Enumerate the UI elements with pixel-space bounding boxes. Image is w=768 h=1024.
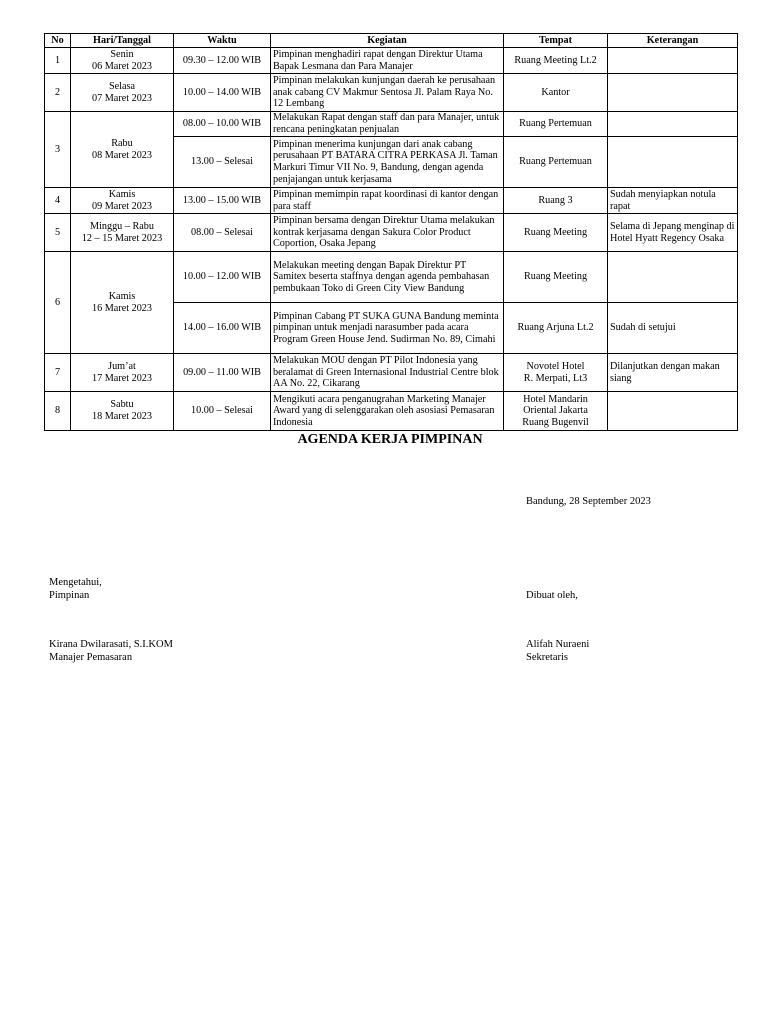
cell-keterangan <box>608 252 738 303</box>
table-header-row <box>45 34 738 48</box>
cell-tempat-line: Hotel Mandarin <box>523 393 588 405</box>
cell-tanggal: 07 Maret 2023 <box>92 92 152 104</box>
table-row <box>45 392 738 431</box>
cell-no: 8 <box>45 392 71 431</box>
table-row <box>45 354 738 392</box>
cell-keterangan: Sudah menyiapkan notula rapat <box>608 188 738 214</box>
header-hari-tanggal: Hari/Tanggal <box>71 34 174 48</box>
cell-hari: Senin <box>110 48 134 60</box>
left-signer-name: Kirana Dwilarasati, S.I.KOM <box>49 639 173 650</box>
cell-no: 2 <box>45 74 71 112</box>
cell-hari-tanggal <box>71 392 174 431</box>
cell-tanggal: 06 Maret 2023 <box>92 60 152 72</box>
right-signer <box>526 638 589 664</box>
cell-waktu: 08.00 – Selesai <box>174 214 271 252</box>
cell-tempat: Ruang Arjuna Lt.2 <box>504 303 608 354</box>
cell-hari-tanggal <box>71 354 174 392</box>
left-signer <box>49 638 173 664</box>
cell-kegiatan: Melakukan Rapat dengan staff dan para Manajer, untuk rencana peningkatan penjualan <box>271 112 504 137</box>
cell-kegiatan: Pimpinan memimpin rapat koordinasi di kantor dengan para staff <box>271 188 504 214</box>
cell-hari: Selasa <box>108 80 136 92</box>
cell-tanggal: 12 – 15 Maret 2023 <box>81 232 163 244</box>
document-title: AGENDA KERJA PIMPINAN <box>297 432 483 447</box>
cell-tanggal: 18 Maret 2023 <box>92 411 152 422</box>
cell-waktu: 09.00 – 11.00 WIB <box>174 354 271 392</box>
cell-waktu: 09.30 – 12.00 WIB <box>174 48 271 74</box>
cell-tempat: Kantor <box>504 74 608 112</box>
cell-keterangan: Selama di Jepang menginap di Hotel Hyatt Regency Osaka <box>608 214 738 252</box>
right-signer-position: Sekretaris <box>526 652 568 663</box>
table-row <box>45 112 738 137</box>
cell-hari: Minggu – Rabu <box>90 220 154 232</box>
header-waktu: Waktu <box>174 34 271 48</box>
acknowledged-role: Pimpinan <box>49 590 90 601</box>
cell-keterangan: Sudah di setujui <box>608 303 738 354</box>
cell-no: 7 <box>45 354 71 392</box>
header-kegiatan: Kegiatan <box>271 34 504 48</box>
left-signature-block <box>49 576 102 602</box>
cell-kegiatan: Pimpinan menghadiri rapat dengan Direktur Utama Bapak Lesmana dan Para Manajer <box>271 48 504 74</box>
cell-hari-tanggal <box>71 188 174 214</box>
header-no: No <box>45 34 71 48</box>
table-row <box>45 48 738 74</box>
cell-waktu: 13.00 – Selesai <box>174 137 271 188</box>
cell-tanggal: 17 Maret 2023 <box>92 372 152 384</box>
table-row <box>45 252 738 303</box>
cell-tempat-line: R. Merpati, Lt3 <box>523 372 588 384</box>
cell-hari: Kamis <box>108 188 136 200</box>
cell-keterangan <box>608 112 738 137</box>
cell-tempat: Ruang Meeting <box>504 214 608 252</box>
cell-waktu: 10.00 – 14.00 WIB <box>174 74 271 112</box>
cell-tempat: Ruang 3 <box>504 188 608 214</box>
header-keterangan: Keterangan <box>608 34 738 48</box>
cell-tanggal: 09 Maret 2023 <box>92 200 152 212</box>
table-row <box>45 214 738 252</box>
cell-kegiatan: Pimpinan Cabang PT SUKA GUNA Bandung meminta pimpinan untuk menjadi narasumber pada acara Program Green House Jend. Sudirman No. 89, Cimahi <box>271 303 504 354</box>
acknowledged-label: Mengetahui, <box>49 577 102 588</box>
cell-no: 6 <box>45 252 71 354</box>
cell-kegiatan: Melakukan MOU dengan PT Pilot Indonesia yang beralamat di Green Internasional Industrial Centre blok AA No. 22, Cikarang <box>271 354 504 392</box>
cell-kegiatan: Mengikuti acara penganugrahan Marketing Manajer Award yang di selenggarakan oleh asosiasi Pemasaran Indonesia <box>271 392 504 431</box>
cell-hari: Jum’at <box>108 360 136 372</box>
cell-no: 1 <box>45 48 71 74</box>
cell-waktu: 14.00 – 16.00 WIB <box>174 303 271 354</box>
cell-waktu: 10.00 – Selesai <box>174 392 271 431</box>
cell-hari: Kamis <box>108 290 136 302</box>
cell-keterangan <box>608 74 738 112</box>
cell-hari-tanggal <box>71 48 174 74</box>
cell-hari-tanggal <box>71 252 174 354</box>
cell-keterangan: Dilanjutkan dengan makan siang <box>608 354 738 392</box>
header-tempat: Tempat <box>504 34 608 48</box>
cell-waktu: 13.00 – 15.00 WIB <box>174 188 271 214</box>
cell-hari-tanggal <box>71 74 174 112</box>
cell-kegiatan: Melakukan meeting dengan Bapak Direktur PT Samitex beserta staffnya dengan agenda pembahasan pembukaan Toko di Green City View Bandung <box>271 252 504 303</box>
cell-no: 4 <box>45 188 71 214</box>
made-by-label: Dibuat oleh, <box>526 590 578 601</box>
cell-tempat: Ruang Pertemuan <box>504 137 608 188</box>
table-row <box>45 188 738 214</box>
cell-hari: Rabu <box>111 137 133 149</box>
cell-hari: Sabtu <box>110 399 134 411</box>
cell-keterangan <box>608 137 738 188</box>
cell-tempat: Ruang Meeting <box>504 252 608 303</box>
cell-kegiatan: Pimpinan bersama dengan Direktur Utama melakukan kontrak kerjasama dengan Sakura Color Product Coportion, Osaka Jepang <box>271 214 504 252</box>
place-date: Bandung, 28 September 2023 <box>526 496 651 507</box>
cell-no: 5 <box>45 214 71 252</box>
cell-waktu: 08.00 – 10.00 WIB <box>174 112 271 137</box>
cell-keterangan <box>608 392 738 431</box>
cell-tanggal: 08 Maret 2023 <box>92 149 152 161</box>
cell-tempat-line: Novotel Hotel <box>526 360 585 372</box>
right-signer-name: Alifah Nuraeni <box>526 639 590 650</box>
cell-keterangan <box>608 48 738 74</box>
left-signer-position: Manajer Pemasaran <box>49 652 133 663</box>
cell-hari-tanggal <box>71 214 174 252</box>
cell-kegiatan: Pimpinan melakukan kunjungan daerah ke perusahaan anak cabang CV Makmur Sentosa Jl. Palam Raya No. 12 Lembang <box>271 74 504 112</box>
cell-tempat <box>504 392 608 431</box>
cell-waktu: 10.00 – 12.00 WIB <box>174 252 271 303</box>
cell-tanggal: 16 Maret 2023 <box>92 302 152 314</box>
cell-tempat-line: Ruang Bugenvil <box>522 416 589 428</box>
agenda-table <box>44 33 738 431</box>
cell-tempat-line: Oriental Jakarta <box>523 405 588 417</box>
cell-tempat <box>504 354 608 392</box>
cell-tempat: Ruang Pertemuan <box>504 112 608 137</box>
cell-no: 3 <box>45 112 71 188</box>
cell-hari-tanggal <box>71 112 174 188</box>
cell-tempat: Ruang Meeting Lt.2 <box>504 48 608 74</box>
cell-kegiatan: Pimpinan menerima kunjungan dari anak cabang perusahaan PT BATARA CITRA PERKASA Jl. Taman Markuri Timur VII No. 9, Bandung, dengan agenda penjajangan untuk kerjasama <box>271 137 504 188</box>
table-row <box>45 74 738 112</box>
